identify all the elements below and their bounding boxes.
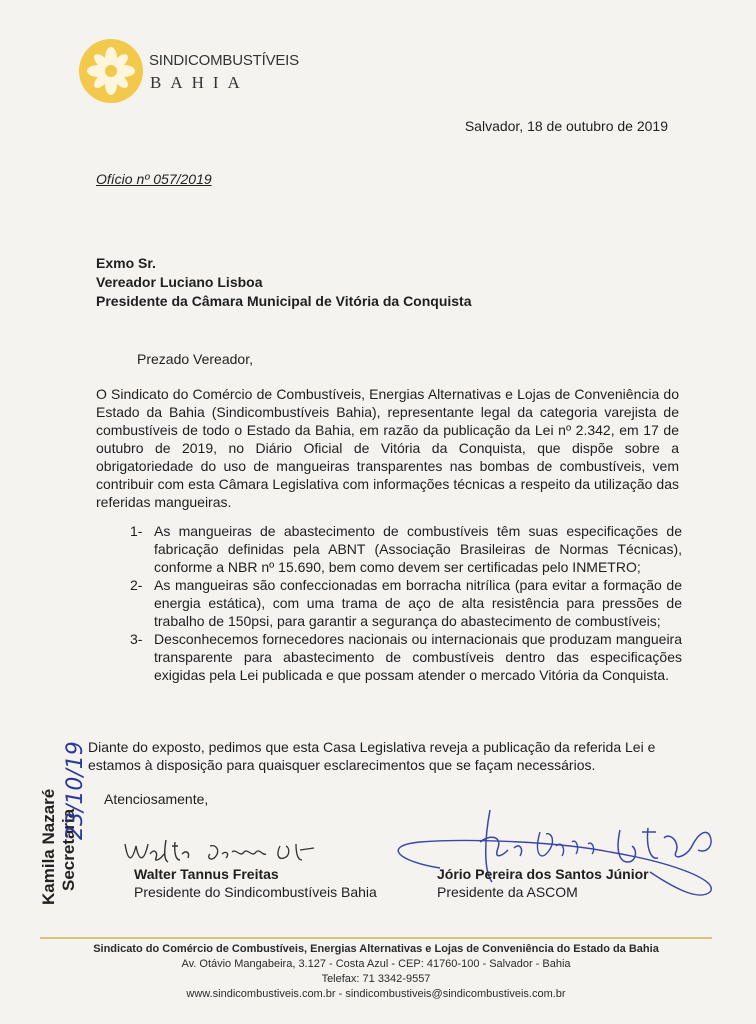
receipt-stamp (16, 720, 126, 910)
closing-paragraph: Diante do exposto, pedimos que esta Casa Legislativa reveja a publicação da referida Lei e estamos à disposição para quaisquer esclarecimentos que se façam necessários. (88, 739, 656, 773)
list-item-text: As mangueiras são confeccionadas em borracha nitrílica (para evitar a formação de energia estática), com uma trama de aço de alta resistência para pressões de trabalho de 150psi, para garantir a segurança do abastecimento de combustíveis; (154, 577, 682, 629)
list-item-number: 2- (130, 577, 143, 593)
letter-date: Salvador, 18 de outubro de 2019 (464, 118, 668, 134)
sindicombustiveis-logo (76, 36, 146, 106)
stamp-title: Secretaria (59, 808, 78, 891)
footer-phone: Telefax: 71 3342-9557 (321, 973, 431, 985)
regards: Atenciosamente, (104, 791, 209, 807)
addressee-line: Presidente da Câmara Municipal de Vitória da Conquista (96, 293, 472, 309)
salutation: Prezado Vereador, (137, 351, 253, 367)
signatory-role: Presidente do Sindicombustíveis Bahia (134, 884, 377, 900)
footer-organization: Sindicato do Comércio de Combustíveis, Energias Alternativas e Lojas de Conveniência do Estado da Bahia (93, 943, 659, 955)
technical-points-list (130, 522, 682, 684)
brand-name: SINDICOMBUSTÍVEIS (149, 52, 299, 69)
list-item (130, 576, 682, 630)
list-item-text: As mangueiras de abastecimento de combustíveis têm suas especificações de fabricação definidas pela ABNT (Associação Brasileiras de Normas Técnicas), conforme a NBR nº 15.690, bem como devem ser certificadas pelo INMETRO; (154, 523, 682, 575)
oficio-number: Ofício nº 057/2019 (96, 171, 212, 187)
addressee-block (96, 254, 472, 311)
signatory-role: Presidente da ASCOM (437, 884, 578, 900)
footer-rule (40, 937, 712, 939)
stamp-handwritten-date: 23/10/19 (63, 741, 88, 840)
footer-address: Av. Otávio Mangabeira, 3.127 - Costa Azul - CEP: 41760-100 - Salvador - Bahia (181, 958, 571, 970)
list-item-number: 3- (130, 631, 143, 647)
list-item (130, 522, 682, 576)
addressee-line: Vereador Luciano Lisboa (96, 274, 263, 290)
body-paragraph: O Sindicato do Comércio de Combustíveis, Energias Alternativas e Lojas de Conveniência do Estado da Bahia (Sindicombustíveis Bahia), representante legal da categoria varejista de combustíveis de todo o Estado da Bahia, em razão da publicação da Lei nº 2.342, em 17 de outubro de 2019, no Diário Oficial de Vitória da Conquista, que dispõe sobre a obrigatoriedade do uso de mangueiras transparentes nas bombas de combustíveis, vem contribuir com esta Câmara Legislativa com informações técnicas a respeito da utilização das referidas mangueiras. (96, 386, 679, 510)
signatory-name: Jório Pereira dos Santos Júnior (437, 866, 649, 882)
footer (40, 942, 712, 1002)
signatory-name: Walter Tannus Freitas (134, 866, 279, 882)
footer-web-email: www.sindicombustiveis.com.br - sindicombustiveis@sindicombustiveis.com.br (186, 988, 566, 1000)
list-item-text: Desconhecemos fornecedores nacionais ou internacionais que produzam mangueira transparente para abastecimento de combustíveis dentro das especificações exigidas pela Lei publicada e que possam atender o mercado Vitória da Conquista. (154, 631, 682, 683)
addressee-line: Exmo Sr. (96, 255, 156, 271)
brand-state: BAHIA (150, 73, 249, 92)
list-item (130, 630, 682, 684)
list-item-number: 1- (130, 523, 143, 539)
stamp-name: Kamila Nazaré (39, 788, 58, 905)
